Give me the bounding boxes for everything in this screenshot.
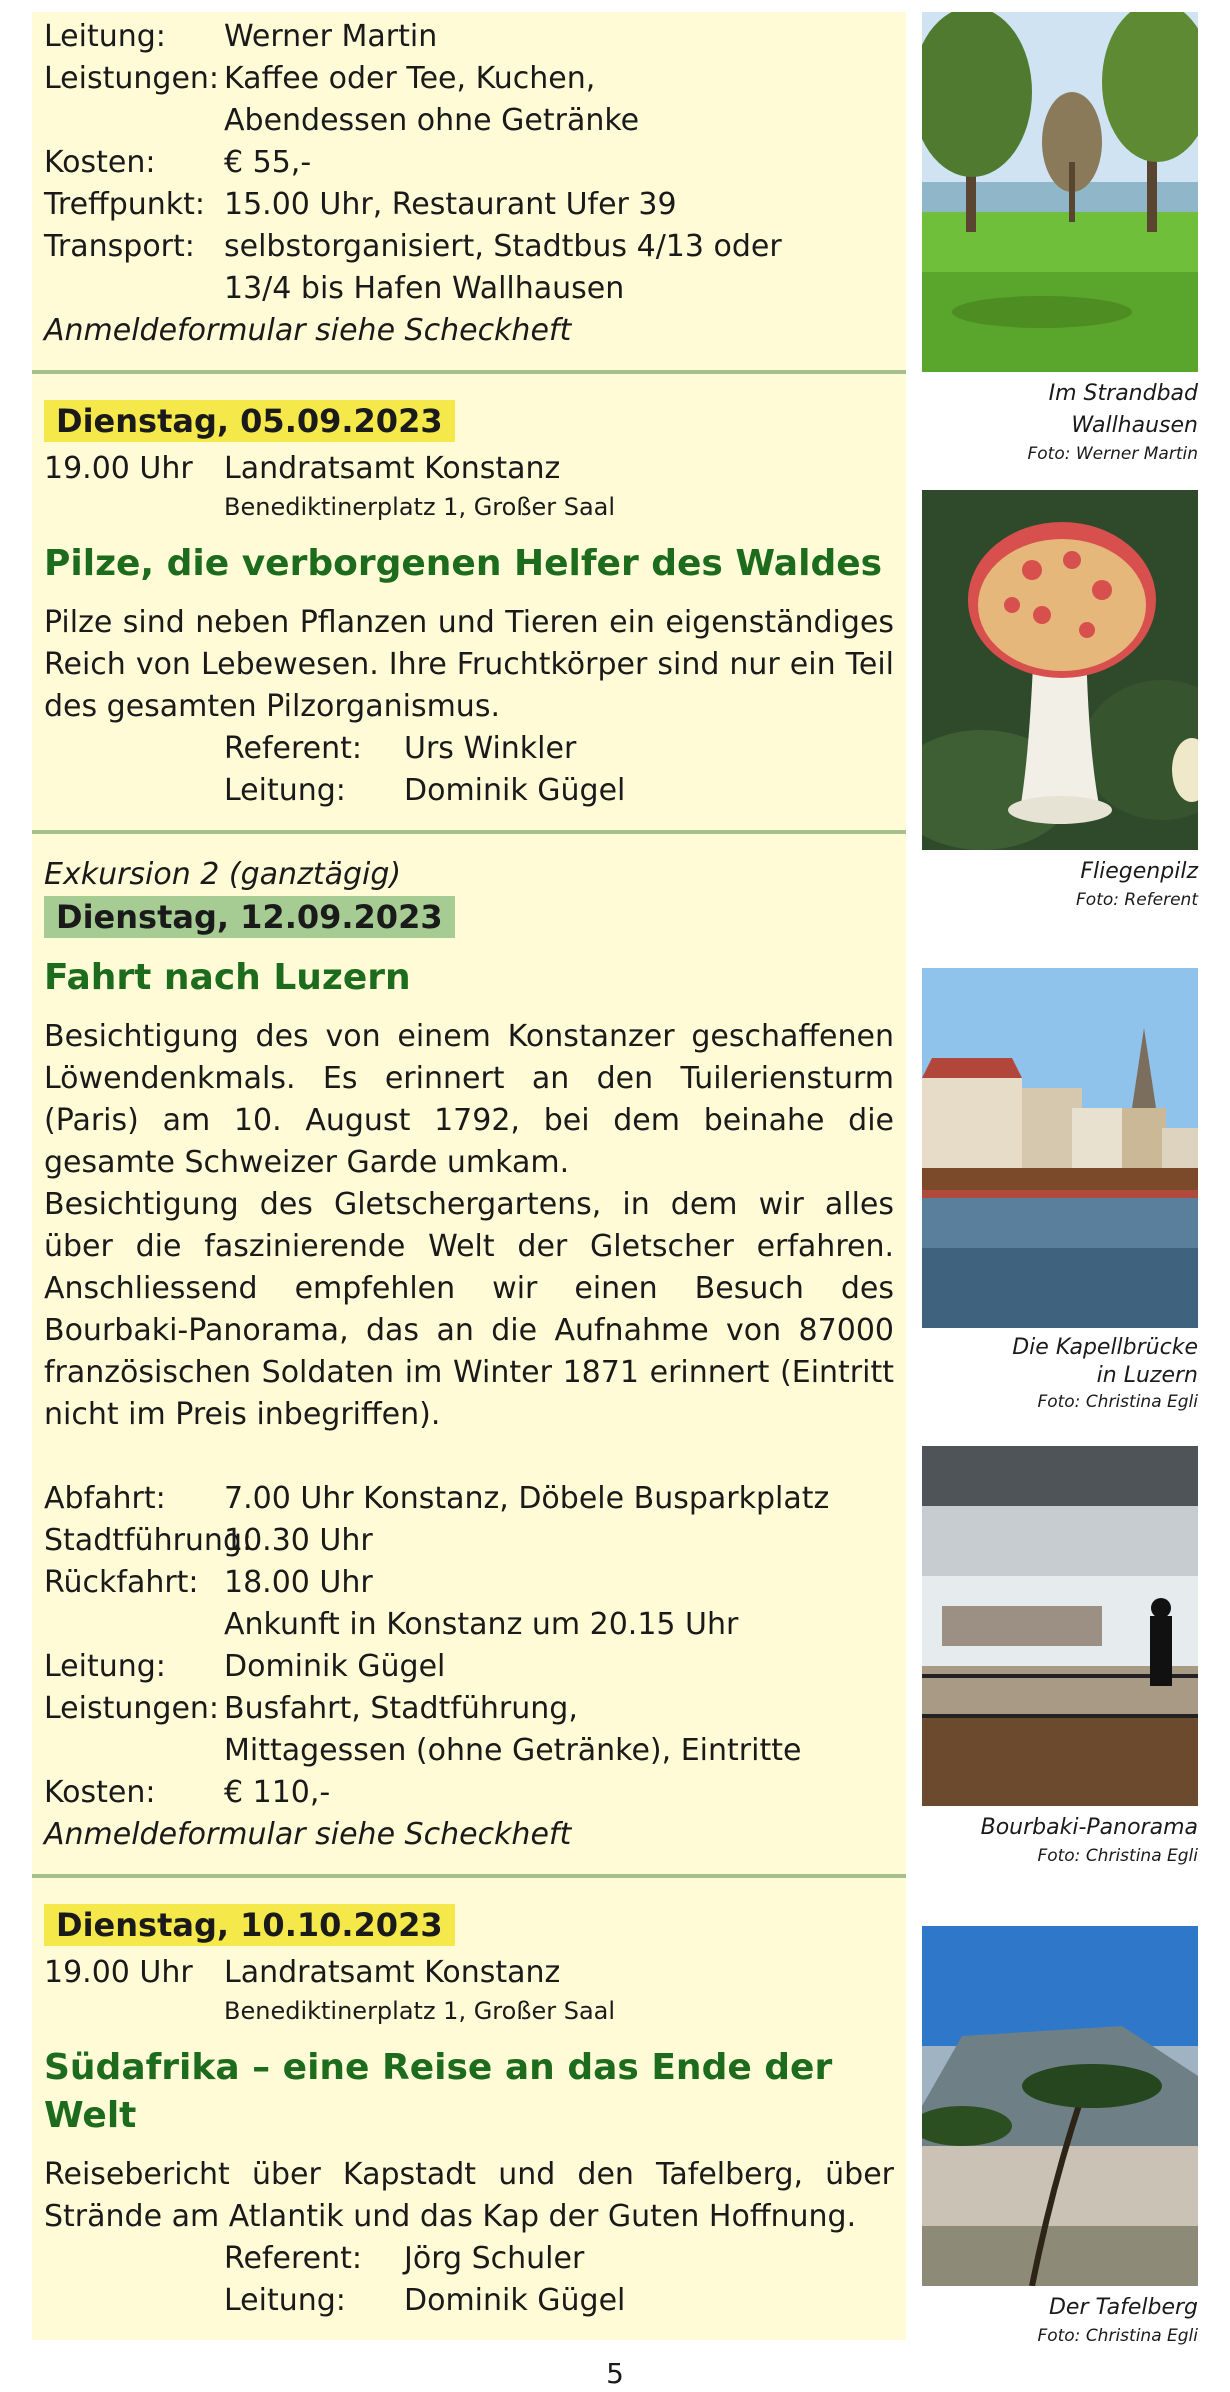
event-date-badge: Dienstag, 12.09.2023 [44,896,455,938]
address: Benediktinerplatz 1, Großer Saal [224,1997,616,2025]
detail-row: Mittagessen (ohne Getränke), Eintritte [224,1733,802,1768]
detail-row: Leitung: Werner Martin [44,19,438,54]
event-description-2: Besichtigung des Gletschergartens, in dem wir alles über die faszinierende Welt der Gletscher erfahren. Anschliessend empfehlen wir einen Besuch des Bourbaki-Panorama, das an die Aufnahme von 87000 französischen Soldaten im Winter 1871 erinnert (Eintritt nicht im Preis inbegriffen). [44,1187,894,1432]
detail-row: Leistungen: Busfahrt, Stadtführung, [44,1691,578,1726]
event-description: Pilze sind neben Pflanzen und Tieren ein eigenständiges Reich von Lebewesen. Ihre Fruchtkörper sind nur ein Teil des gesamten Pilzorganismus. [44,605,894,724]
detail-row: Kosten: € 55,- [44,145,312,180]
detail-row: Rückfahrt: 18.00 Uhr [44,1565,373,1600]
photo-fliegenpilz [922,490,1198,912]
address: Benediktinerplatz 1, Großer Saal [224,493,616,521]
detail-row: Abfahrt: 7.00 Uhr Konstanz, Döbele Busparkplatz [44,1481,830,1516]
event-suedafrika [32,1878,906,2340]
photo-credit: Foto: Werner Martin [1027,444,1198,464]
detail-row: Stadtführung: 10.30 Uhr [44,1523,373,1558]
detail-row: Treffpunkt: 15.00 Uhr, Restaurant Ufer 39 [44,187,677,222]
time-place-row: 19.00 Uhr Landratsamt Konstanz [44,451,561,486]
photo-credit: Foto: Christina Egli [1037,1846,1198,1866]
registration-note: Anmeldeformular siehe Scheckheft [44,1817,572,1852]
photo-tafelberg [922,1926,1198,2348]
event-title: Pilze, die verborgenen Helfer des Waldes [44,543,883,584]
event-title: Südafrika – eine Reise an das Ende der Welt [44,2047,833,2136]
event-description: Besichtigung des von einem Konstanzer geschaffenen Löwendenkmals. Es erinnert an den Tuileriensturm (Paris) am 10. August 1792, bei dem beinahe die gesamte Schweizer Garde umkam. [44,1019,894,1180]
speaker-row: Referent: Jörg Schuler [224,2241,585,2276]
photo-caption: Der Tafelberg [1048,2295,1198,2320]
photo-credit: Foto: Christina Egli [1037,1392,1198,1412]
event-date-badge: Dienstag, 10.10.2023 [44,1904,455,1946]
photo-caption-line-2: in Luzern [1096,1363,1198,1388]
kapellbruecke-image [922,968,1198,1328]
detail-row: Ankunft in Konstanz um 20.15 Uhr [224,1607,739,1642]
event-title: Fahrt nach Luzern [44,957,411,998]
photo-credit: Foto: Christina Egli [1037,2326,1198,2346]
photo-bourbaki [922,1446,1198,1868]
photo-caption: Bourbaki-Panorama [980,1815,1198,1840]
detail-row: Kosten: € 110,- [44,1775,331,1810]
detail-row: 13/4 bis Hafen Wallhausen [224,271,625,306]
photo-kapellbruecke [922,968,1198,1414]
fliegenpilz-image [922,490,1198,850]
event-description: Reisebericht über Kapstadt und den Tafelberg, über Strände am Atlantik und das Kap der Guten Hoffnung. [44,2157,894,2234]
event-details-strandbad [32,12,906,370]
photo-strandbad [922,12,1198,466]
detail-row: Transport: selbstorganisiert, Stadtbus 4/13 oder [44,229,782,264]
event-date-badge: Dienstag, 05.09.2023 [44,400,455,442]
leader-row: Leitung: Dominik Gügel [224,2283,626,2318]
photo-caption: Fliegenpilz [1080,859,1198,884]
detail-row: Leitung: Dominik Gügel [44,1649,446,1684]
time-place-row: 19.00 Uhr Landratsamt Konstanz [44,1955,561,1990]
program-column [32,12,906,2340]
bourbaki-image [922,1446,1198,1806]
speaker-row: Referent: Urs Winkler [224,731,577,766]
page-number: 5 [606,2357,624,2390]
excursion-label: Exkursion 2 (ganztägig) [44,857,402,892]
photo-caption: Die Kapellbrücke [1012,1335,1198,1360]
leader-row: Leitung: Dominik Gügel [224,773,626,808]
tafelberg-image [922,1926,1198,2286]
photo-credit: Foto: Referent [1076,890,1198,910]
strandbad-image [922,12,1198,372]
photo-caption: Im Strandbad Wallhausen [1048,381,1198,438]
event-luzern [32,834,906,1874]
event-pilze [32,374,906,830]
registration-note: Anmeldeformular siehe Scheckheft [44,313,572,348]
detail-row: Abendessen ohne Getränke [224,103,640,138]
detail-row: Leistungen: Kaffee oder Tee, Kuchen, [44,61,596,96]
